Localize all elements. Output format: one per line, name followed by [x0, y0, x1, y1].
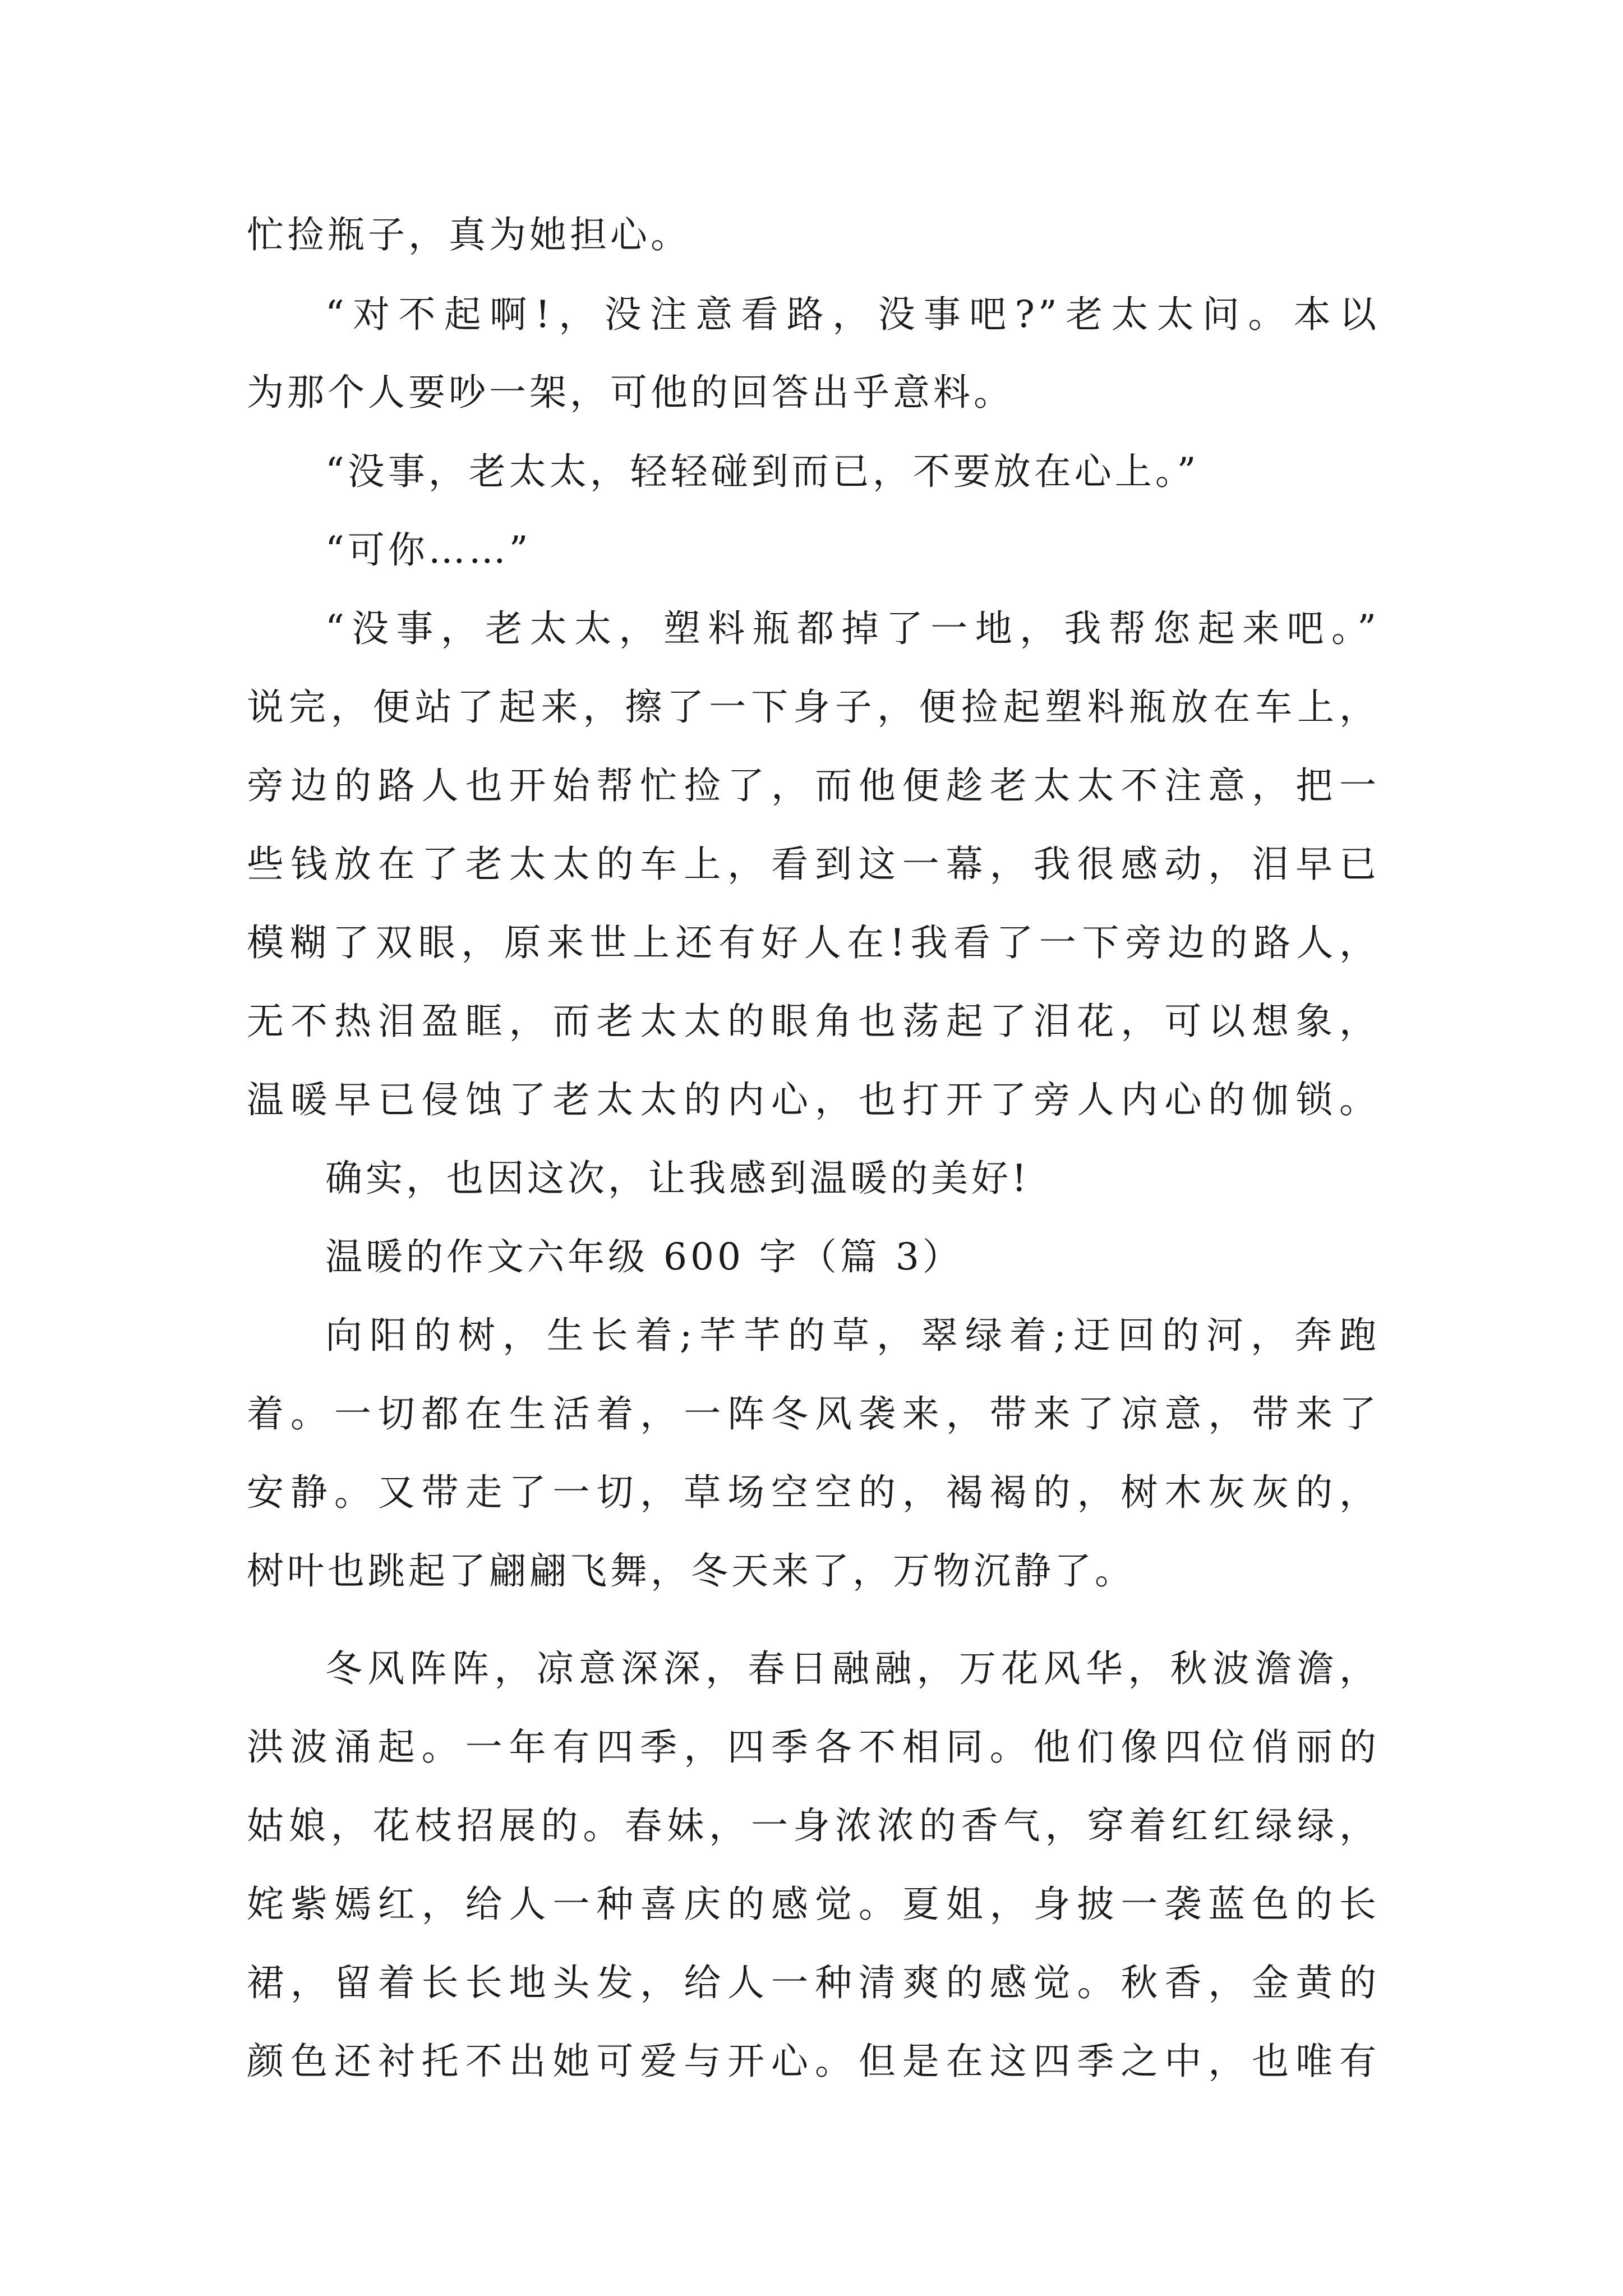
text-line: 旁边的路人也开始帮忙捡了，而他便趁老太太不注意，把一 [247, 764, 1380, 807]
text-line: 冬风阵阵，凉意深深，春日融融，万花风华，秋波澹澹， [325, 1647, 1380, 1690]
text-line: “对不起啊!，没注意看路，没事吧?”老太太问。本以 [325, 293, 1380, 336]
text-line: 树叶也跳起了翩翩飞舞，冬天来了，万物沉静了。 [247, 1549, 1135, 1593]
text-line: 颜色还衬托不出她可爱与开心。但是在这四季之中，也唯有 [247, 2040, 1380, 2083]
text-line: 洪波涌起。一年有四季，四季各不相同。他们像四位俏丽的 [247, 1726, 1380, 1769]
text-line: 安静。又带走了一切，草场空空的，褐褐的，树木灰灰的， [247, 1471, 1380, 1514]
text-line: 模糊了双眼，原来世上还有好人在!我看了一下旁边的路人， [247, 921, 1380, 964]
text-line: 忙捡瓶子，真为她担心。 [247, 213, 691, 256]
text-line: 姑娘，花枝招展的。春妹，一身浓浓的香气，穿着红红绿绿， [247, 1804, 1380, 1847]
text-line: “可你……” [325, 528, 532, 572]
text-line: 说完，便站了起来，擦了一下身子，便捡起塑料瓶放在车上， [247, 685, 1380, 729]
text-line: 着。一切都在生活着，一阵冬风袭来，带来了凉意，带来了 [247, 1392, 1380, 1435]
text-line: 为那个人要吵一架，可他的回答出乎意料。 [247, 371, 1014, 414]
text-line: 些钱放在了老太太的车上，看到这一幕，我很感动，泪早已 [247, 843, 1380, 886]
text-line: “没事，老太太，塑料瓶都掉了一地，我帮您起来吧。” [325, 607, 1380, 650]
text-line: 温暖早已侵蚀了老太太的内心，也打开了旁人内心的伽锁。 [247, 1078, 1380, 1121]
text-line: 姹紫嫣红，给人一种喜庆的感觉。夏姐，身披一袭蓝色的长 [247, 1883, 1380, 1926]
text-line: 无不热泪盈眶，而老太太的眼角也荡起了泪花，可以想象， [247, 1000, 1380, 1043]
section-heading: 温暖的作文六年级 600 字（篇 3） [325, 1235, 963, 1278]
text-line: 向阳的树，生长着;芊芊的草，翠绿着;迂回的河，奔跑 [325, 1314, 1380, 1357]
text-line: 确实，也因这次，让我感到温暖的美好! [325, 1157, 1030, 1200]
text-line: 裙，留着长长地头发，给人一种清爽的感觉。秋香，金黄的 [247, 1961, 1380, 2004]
text-line: “没事，老太太，轻轻碰到而已，不要放在心上。” [325, 450, 1200, 493]
